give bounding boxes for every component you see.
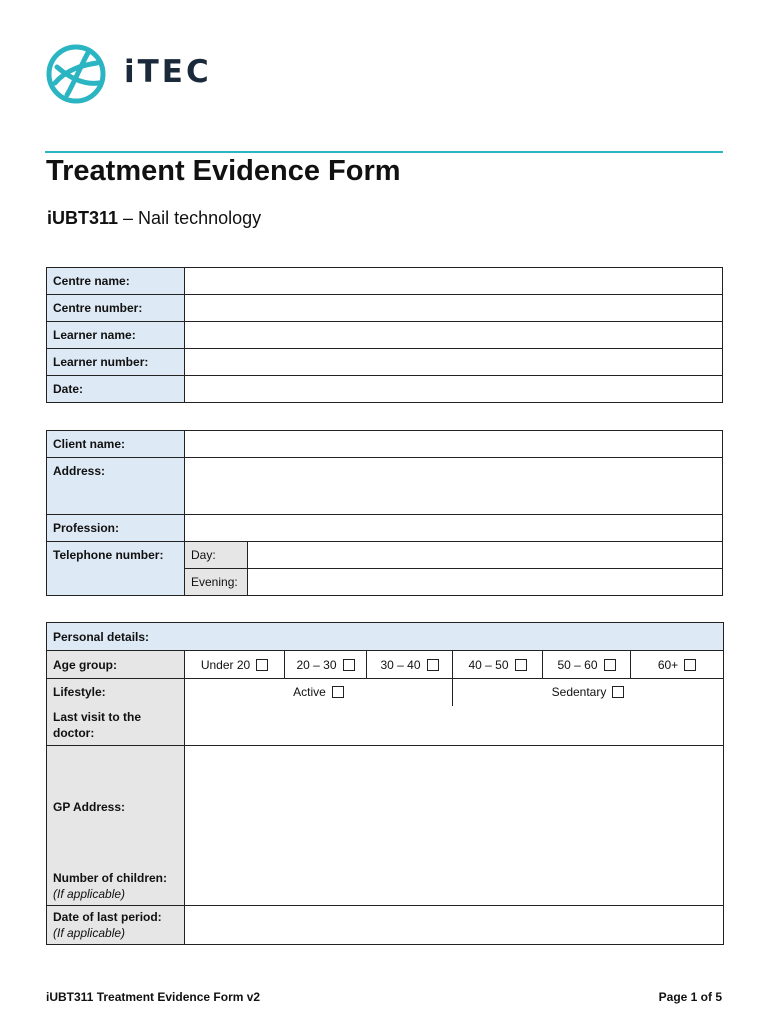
centre-number-field[interactable] xyxy=(185,295,723,322)
age-option-20-30[interactable] xyxy=(285,651,367,679)
checkbox[interactable] xyxy=(604,659,616,671)
age-option-label: Under 20 xyxy=(200,657,251,672)
profession-field[interactable] xyxy=(185,515,723,542)
day-phone-field[interactable] xyxy=(248,542,723,569)
age-option-50-60[interactable] xyxy=(543,651,631,679)
page-subtitle xyxy=(47,208,261,229)
checkbox[interactable] xyxy=(612,686,624,698)
centre-number-label: Centre number: xyxy=(47,295,185,322)
lifestyle-option-label: Active xyxy=(293,685,326,700)
personal-details-header: Personal details: xyxy=(47,623,724,651)
last-period-label-text: Date of last period: xyxy=(53,910,162,924)
last-period-note: (If applicable) xyxy=(53,926,126,940)
personal-details-table xyxy=(46,622,724,945)
lifestyle-option-label: Sedentary xyxy=(551,685,607,700)
client-table xyxy=(46,430,723,596)
client-name-label: Client name: xyxy=(47,431,185,458)
centre-name-field[interactable] xyxy=(185,268,723,295)
checkbox[interactable] xyxy=(684,659,696,671)
age-option-40-50[interactable] xyxy=(453,651,543,679)
page-title: Treatment Evidence Form xyxy=(46,155,401,187)
brand-name: iTEC xyxy=(124,54,212,90)
learner-name-label: Learner name: xyxy=(47,322,185,349)
gp-address-field[interactable] xyxy=(185,746,724,868)
checkbox[interactable] xyxy=(343,659,355,671)
address-field[interactable] xyxy=(185,458,723,515)
evening-label: Evening: xyxy=(185,569,248,596)
last-period-label xyxy=(47,906,185,945)
learner-number-label: Learner number: xyxy=(47,349,185,376)
age-option-under-20[interactable] xyxy=(185,651,285,679)
lifestyle-label: Lifestyle: xyxy=(47,679,185,706)
children-field[interactable] xyxy=(185,868,724,906)
last-visit-field[interactable] xyxy=(185,706,724,746)
date-label: Date: xyxy=(47,376,185,403)
telephone-label: Telephone number: xyxy=(47,542,185,596)
checkbox[interactable] xyxy=(256,659,268,671)
children-note: (If applicable) xyxy=(53,887,126,902)
date-field[interactable] xyxy=(185,376,723,403)
age-option-60-plus[interactable] xyxy=(631,651,724,679)
evening-phone-field[interactable] xyxy=(248,569,723,596)
day-label: Day: xyxy=(185,542,248,569)
address-label: Address: xyxy=(47,458,185,515)
age-option-label: 50 – 60 xyxy=(557,657,598,672)
lifestyle-option-active[interactable] xyxy=(185,679,453,706)
age-option-label: 60+ xyxy=(657,657,679,672)
unit-name: – Nail technology xyxy=(118,208,262,228)
client-name-field[interactable] xyxy=(185,431,723,458)
age-group-label: Age group: xyxy=(47,651,185,679)
footer-doc-title: iUBT311 Treatment Evidence Form v2 xyxy=(46,990,261,1004)
checkbox[interactable] xyxy=(515,659,527,671)
lifestyle-option-sedentary[interactable] xyxy=(453,679,724,706)
centre-table xyxy=(46,267,723,403)
checkbox[interactable] xyxy=(332,686,344,698)
profession-label: Profession: xyxy=(47,515,185,542)
last-visit-label: Last visit to the doctor: xyxy=(47,706,185,746)
learner-number-field[interactable] xyxy=(185,349,723,376)
gp-address-label: GP Address: xyxy=(47,746,185,868)
age-option-label: 30 – 40 xyxy=(380,657,421,672)
centre-name-label: Centre name: xyxy=(47,268,185,295)
last-period-field[interactable] xyxy=(185,906,724,945)
age-option-30-40[interactable] xyxy=(367,651,453,679)
footer-page-number: Page 1 of 5 xyxy=(658,990,722,1004)
children-label xyxy=(47,868,185,906)
age-option-label: 20 – 30 xyxy=(296,657,337,672)
learner-name-field[interactable] xyxy=(185,322,723,349)
age-option-label: 40 – 50 xyxy=(468,657,509,672)
children-label-text: Number of children: xyxy=(53,871,168,886)
unit-code: iUBT311 xyxy=(47,208,119,228)
header-rule xyxy=(45,151,723,153)
checkbox[interactable] xyxy=(427,659,439,671)
